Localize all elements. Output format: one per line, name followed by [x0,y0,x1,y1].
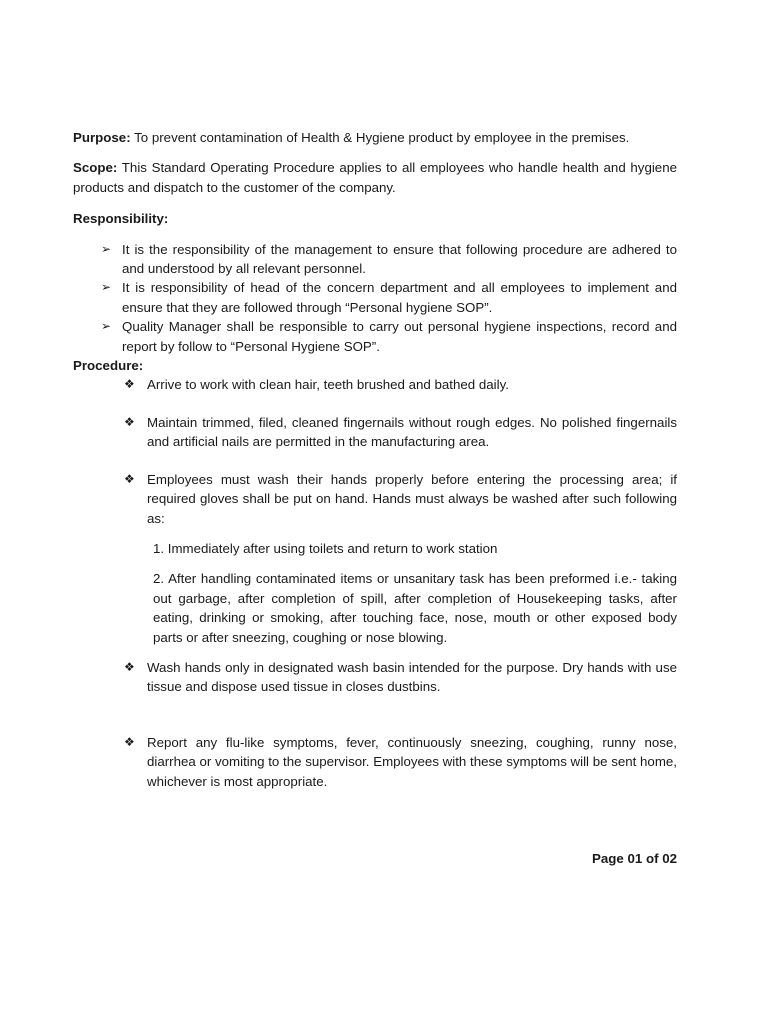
purpose-paragraph [73,128,677,147]
procedure-list-continued [73,658,677,791]
document-body [73,128,677,791]
diamond-bullet-icon: ❖ [124,659,135,674]
arrow-bullet-icon: ➢ [101,241,112,256]
list-item [73,733,677,791]
list-item [73,658,677,697]
list-item [73,240,677,279]
procedure-item-text: Arrive to work with clean hair, teeth brushed and bathed daily. [147,377,509,393]
scope-text: This Standard Operating Procedure applies to all employees who handle health and hygiene products and dispatch to the customer of the company. [73,160,677,195]
diamond-bullet-icon: ❖ [124,377,135,392]
responsibility-item-text: It is responsibility of head of the concern department and all employees to implement and ensure that they are followed through “Personal hygiene SOP”. [122,280,677,315]
procedure-item-text: Wash hands only in designated wash basin intended for the purpose. Dry hands with use tissue and dispose used tissue in closes dustbins. [147,659,677,695]
list-item [73,278,677,317]
procedure-item-text: Maintain trimmed, filed, cleaned fingernails without rough edges. No polished fingernails and artificial nails are permitted in the manufacturing area. [147,414,677,450]
list-item [73,413,677,452]
hand-wash-conditions [73,539,677,647]
list-item [73,317,677,356]
list-item [73,375,677,394]
responsibility-heading: Responsibility: [73,211,169,227]
scope-paragraph [73,158,677,197]
diamond-bullet-icon: ❖ [124,471,135,486]
arrow-bullet-icon: ➢ [101,280,112,295]
responsibility-list [73,240,677,356]
responsibility-item-text: Quality Manager shall be responsible to carry out personal hygiene inspections, record and report by follow to “Personal Hygiene SOP”. [122,319,677,354]
procedure-item-text: Employees must wash their hands properly before entering the processing area; if required gloves shall be put on hand. Hands must always be washed after such following as: [147,471,677,526]
diamond-bullet-icon: ❖ [124,414,135,429]
page-number: Page 01 of 02 [592,851,677,866]
purpose-text: To prevent contamination of Health & Hygiene product by employee in the premises. [134,130,630,145]
procedure-heading: Procedure: [73,358,144,374]
arrow-bullet-icon: ➢ [101,319,112,334]
diamond-bullet-icon: ❖ [124,734,135,749]
hand-wash-condition-item: 1. Immediately after using toilets and return to work station [153,540,498,556]
list-item [73,470,677,528]
procedure-list [73,375,677,527]
purpose-label: Purpose: [73,130,131,145]
responsibility-item-text: It is the responsibility of the management to ensure that following procedure are adhered to and understood by all relevant personnel. [122,241,677,277]
procedure-item-text: Report any flu-like symptoms, fever, continuously sneezing, coughing, runny nose, diarrhea or vomiting to the supervisor. Employees with these symptoms will be sent home, whichever is most appropriate. [147,734,677,789]
hand-wash-condition-item: 2. After handling contaminated items or unsanitary task has been preformed i.e.- taking out garbage, after completion of spill, after completion of Housekeeping tasks, after eating, drinking or smoking, after touching face, nose, mouth or other exposed body parts or after sneezing, coughing or nose blowing. [153,571,677,645]
scope-label: Scope: [73,160,118,176]
